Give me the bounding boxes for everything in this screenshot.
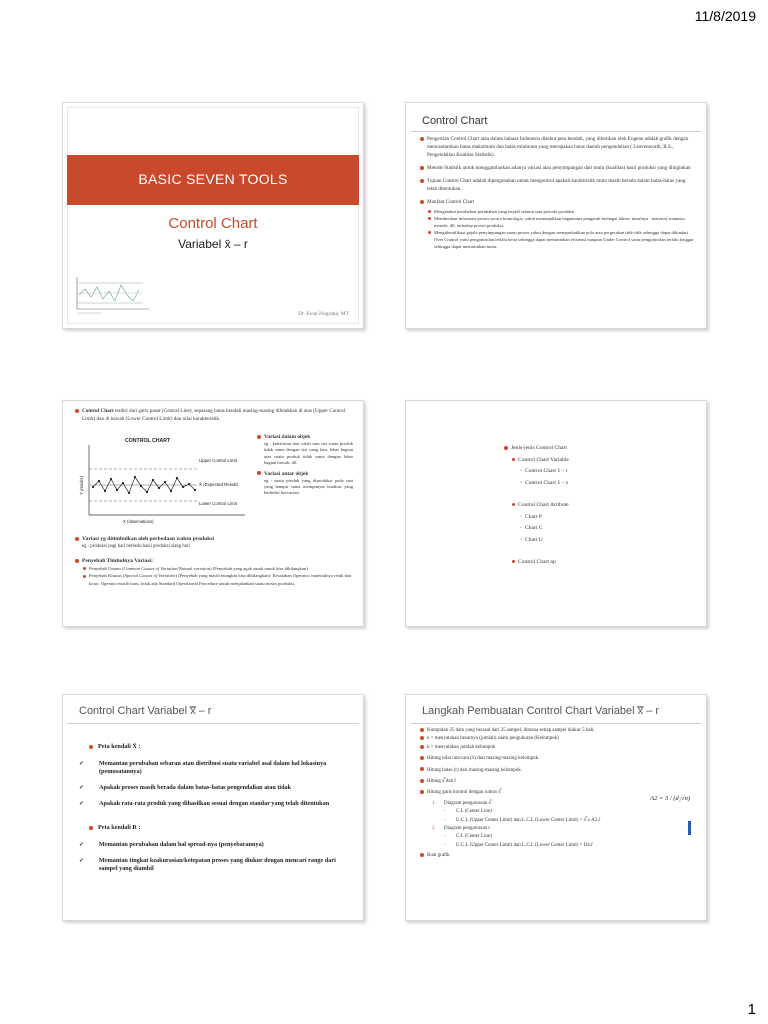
bullet-icon <box>257 471 261 475</box>
a2-formula: A2 = 3 / (d₂√n) <box>650 795 690 802</box>
bullet-icon <box>420 756 424 760</box>
bullet-icon: ◦ <box>520 468 522 474</box>
slide-title: Control Chart <box>422 115 488 127</box>
chart-thumbnail-icon <box>71 271 153 317</box>
slide-subtitle: Control Chart <box>168 215 258 232</box>
bullet-icon <box>257 435 261 439</box>
bullet-icon: ◦ <box>444 817 446 823</box>
chart-type-list <box>504 443 569 569</box>
list-item: Kumpulan 25 data yang berasal dari 25 sampel, dimana setiap sampel diukur 5 kali. <box>420 727 696 735</box>
list-item: Control Chart Atribute <box>504 500 569 512</box>
slide-main-title: BASIC SEVEN TOOLS <box>138 171 288 187</box>
bullet-icon <box>420 790 424 794</box>
slide-title: Control Chart Variabel x̿ – r <box>79 705 212 717</box>
bullet-icon <box>428 210 431 213</box>
y-axis-label: Y (results) <box>79 475 84 495</box>
title-band <box>67 155 359 205</box>
bullet-icon <box>420 200 424 204</box>
bullet-icon <box>420 137 424 141</box>
bullet-icon <box>89 826 93 830</box>
slide-control-chart-components <box>62 400 364 627</box>
bullet-icon <box>512 560 515 563</box>
bullet-icon <box>75 409 79 413</box>
check-icon: ✓ <box>79 800 85 807</box>
control-map-list: Peta kendali X̄ : ✓ Memantau perubahan sebaran atau distribusi suatu variabel asal dalam hal lokasinya (pemusatannya) ✓ Apakah proses masih berada dalam batas-batas pengendalian atau tidak ✓ Apakah rata-rata produk yang dihasilkan sesuai dengan standar yang telah ditentukan Peta kendali R : ✓ Memantau perubahan dalam hal spread-nya (penyebarannya) ✓ Memantau tingkat keakurasian/ketepatan proses yang diukur dengan mencari range dari sampel yang diambil <box>89 743 349 881</box>
list-item: Hitung garis kontrol dengan rumus x̿ <box>420 789 696 797</box>
bullet-icon: ◦ <box>444 834 446 840</box>
intro-paragraph: Control Chart terdiri dari garis pusat (Central Line), sepasang batas kendali masing-masing diletakkan di atas (Upper Control Limit) dan di bawah (Lower Control Limit) dan nilai karakteristik. <box>75 407 355 423</box>
check-icon: ✓ <box>79 760 85 767</box>
list-item: ✓ Apakah rata-rata produk yang dihasilkan sesuai dengan standar yang telah ditentukan <box>79 800 330 807</box>
list-item: ◦ Chart P <box>520 513 542 520</box>
list-item: ◦ Chart C <box>520 525 543 531</box>
bullet-icon <box>83 575 86 578</box>
bullet-list <box>420 135 696 250</box>
list-item: ◦ U.C.L (Upper Center Limit) dan L.C.L (Lower Center Limit) = D4.r̄ <box>420 842 696 850</box>
bullet-icon <box>420 728 424 732</box>
bullet-icon: ◦ <box>520 536 522 543</box>
slide-title: Langkah Pembuatan Control Chart Variabel x̿ – r <box>422 705 660 717</box>
bullet-icon <box>420 745 424 749</box>
list-item: Buat grafik <box>420 852 696 860</box>
bullet-list: Variasi yg ditimbulkan oleh perbedaan waktu produksi eg : produksi pagi hari berbeda hasil produksi siang hari Penyebab Timbulnya Variasi: Penyebab Umum (Common Causes of Variation/Natural variation) (Penyebab yang agak susah untuk bisa dihilangkan) Penyebab Khusus (Special Causes of Variation) (Penyebab yang masih mungkin bisa dihilangkan): Kesalahan Operator, materialnya retak dan kotor, Operator masih baru, tidak ada Standard Operational Procedure untuk menjalankan suatu mesin produksi. <box>75 535 355 587</box>
lcl-label: Lower Control Limit <box>199 501 237 506</box>
title-divider <box>410 131 702 132</box>
list-item: 2. Diagram pengawasan r <box>432 826 491 832</box>
list-item: 1. Diagram pengawasan x̿ <box>432 800 491 806</box>
bullet-icon <box>420 166 424 170</box>
list-item: ✓ Memantau tingkat keakurasian/ketepatan proses yang diukur dengan mencari range dari sampel yang diambil <box>79 857 336 872</box>
list-item: ✓ Apakah proses masih berada dalam batas-batas pengendalian atau tidak <box>79 784 292 791</box>
bullet-icon <box>420 853 424 857</box>
slide-control-chart-variabel <box>62 694 364 921</box>
x-axis-label: X (observations) <box>123 519 154 524</box>
list-item: ◦ C.L (Center Line) <box>420 808 696 816</box>
list-item: Tujuan Control Chart adalah dipergunakan untuk mengontrol apakah karaktristik mutu masih berada dalam batas-batas yang telah ditentukan. <box>420 177 696 193</box>
check-icon: ✓ <box>79 857 85 864</box>
sub-list-item: Penyebab Umum (Common Causes of Variation/Natural variation) (Penyebab yang agak susah untuk bisa dihilangkan) <box>75 565 355 572</box>
list-item: ◦ U.C.L (Upper Center Limit) dan L.C.L (Lower Center Limit) = x̿ ± A2.r̄ <box>420 817 696 825</box>
sub-list-item: Penyebab Khusus (Special Causes of Variation) (Penyebab yang masih mungkin bisa dihilangkan): Kesalahan Operator, materialnya retak dan kotor, Operator masih baru, tidak ada Standard Operational Procedure untuk menjalankan suatu mesin produksi. <box>75 572 355 587</box>
formula-marker <box>688 821 691 835</box>
bullet-icon <box>512 503 515 506</box>
bullet-icon <box>428 217 431 220</box>
list-item: Hitung nilai rata-rata (x̄) dari masing-masing kelompok. <box>420 755 696 763</box>
bullet-icon: ◦ <box>520 479 522 486</box>
list-item: Metode Statistik untuk menggambarkan adanya variasi atau penyimpangan dari mutu (kualitas) hasil produksi yang diinginkan <box>420 164 696 172</box>
list-item: Hitung x̿ dan r̄ <box>420 778 696 786</box>
list-item: Jenis-jenis Control Chart <box>504 443 569 455</box>
list-item: Hitung batas (r) dari masing-masing kelompok. <box>420 767 696 775</box>
slide-author: Dr. Evan Nugraha, MT <box>298 311 349 317</box>
list-item: n = menyatakan besarnya (jumlah) suatu pengukuran (Kelompok) <box>420 735 696 743</box>
slide-title-page <box>62 102 364 329</box>
variation-notes: Variasi dalam objek eg : kehalusan dari salah satu sisi suatu produk tidak sama dengan sisi yang lain, lebar bagian atas suatu produk tidak sama dengan lebar bagian bawah, dll Variasi antar objek eg : suatu produk yang diproduksi pada saat yang hampir sama mempunyai kualitas yang berbeda/ bervariasi <box>257 433 353 497</box>
mean-label: X̄ (Expected Result) <box>199 482 239 487</box>
sub-list-item: Mengetahui perubahan-perubahan yang terjadi selama satu periode produksi. <box>420 208 696 215</box>
list-item: ◦ Control Chart x̄ – s <box>520 479 568 486</box>
ucl-label: Upper Control Limit <box>199 458 237 463</box>
slide-control-chart-definition <box>405 102 707 329</box>
list-item: ◦ C.L (Center Line) <box>420 833 696 841</box>
list-item: Control Chart np <box>504 557 569 569</box>
list-item: ◦ Chart U <box>520 536 543 543</box>
bullet-icon <box>420 779 424 783</box>
bullet-icon <box>512 458 515 461</box>
title-divider <box>410 723 702 724</box>
title-divider <box>67 723 359 724</box>
bullet-icon <box>420 767 424 771</box>
bullet-icon: ◦ <box>444 842 446 848</box>
list-item: ◦ Control Chart x̄ – r <box>520 468 568 474</box>
bullet-icon: ◦ <box>520 513 522 520</box>
list-item: Pengertian Control Chart atau dalam bahasa Indonesia disebut peta kendali, yang diberikan oleh Eugene adalah grafik dengan mencantumkan batas maksimum dan batas minimum yang merupakan batas daerah pengendalian ( Leavenworth, R.S., Pengendalian Kualitas Statistik). <box>420 135 696 159</box>
slide-variable-line: Variabel x̄ – r <box>178 237 248 251</box>
list-item: k = menyatakan jumlah kelompok <box>420 744 696 752</box>
chart-title: CONTROL CHART <box>125 438 171 444</box>
bullet-icon <box>75 537 79 541</box>
sub-list-item: Mengidentifikasi gejala penyimpangan suatu proses yakni dengan memperhatikan pola atau pergerakan titik-titik sehingga dapat dihindari Over Control yaitu pengontrolan terlalu ketat sehingga dapat menurunkan efisiensi maupun Under Control yaitu pengontrolan terlalu longgar sehingga dapat menurunkan mutu. <box>420 229 696 250</box>
check-icon: ✓ <box>79 784 85 791</box>
list-item: ✓ Memantau perubahan dalam hal spread-nya (penyebarannya) <box>79 841 264 848</box>
bullet-icon <box>89 745 93 749</box>
list-item: Control Chart Variable <box>504 455 569 467</box>
page-date: 11/8/2019 <box>694 8 756 24</box>
bullet-icon <box>504 446 508 450</box>
bullet-icon <box>75 559 79 563</box>
bullet-icon <box>428 231 431 234</box>
bullet-icon <box>420 736 424 740</box>
list-item: Manfaat Control Chart <box>420 198 696 206</box>
page-number: 1 <box>747 1001 756 1018</box>
bullet-icon: ◦ <box>444 809 446 815</box>
check-icon: ✓ <box>79 841 85 848</box>
slide-control-chart-types <box>405 400 707 627</box>
bullet-icon <box>83 567 86 570</box>
bullet-icon: ◦ <box>520 525 522 531</box>
slide-control-chart-steps <box>405 694 707 921</box>
list-item: ✓ Memantau perubahan sebaran atau distribusi suatu variabel asal dalam hal lokasinya (pemusatannya) <box>79 760 327 775</box>
control-chart-figure <box>77 435 255 527</box>
sub-list-item: Memberikan informasi proses secara kronologis, yakni menunjukkan bagaimana pengaruh berbagai faktor, misalnya : material, manusia, metode, dll. terhadap proses produksi. <box>420 215 696 229</box>
steps-list <box>420 727 696 861</box>
bullet-icon <box>420 179 424 183</box>
